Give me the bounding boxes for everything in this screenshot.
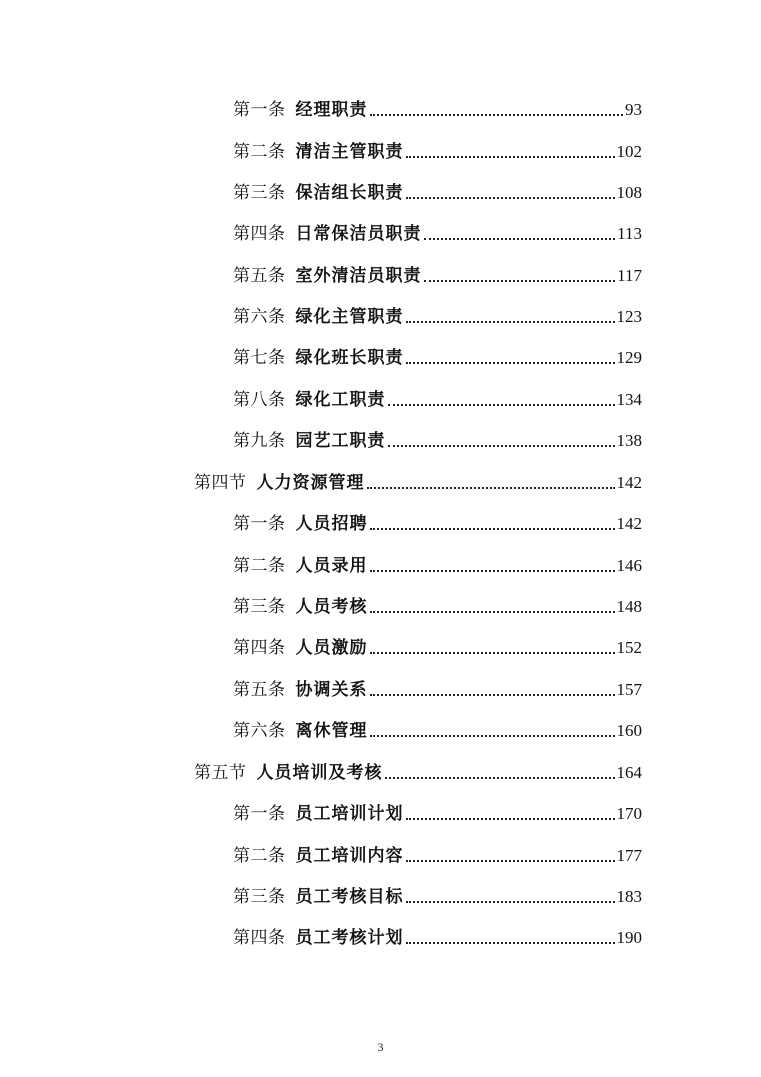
toc-section-title: 人员培训及考核 bbox=[256, 763, 383, 783]
toc-entry-page: 129 bbox=[616, 348, 642, 367]
toc-entry-number: 第二条 bbox=[233, 142, 286, 162]
dot-leader bbox=[370, 652, 615, 654]
toc-entry[interactable] bbox=[233, 343, 642, 369]
toc-section-entry[interactable] bbox=[194, 468, 642, 494]
toc-entry-page: 134 bbox=[616, 390, 642, 409]
toc-section-title: 人力资源管理 bbox=[256, 473, 365, 493]
toc-entry[interactable] bbox=[233, 716, 642, 742]
toc-entry[interactable] bbox=[233, 426, 642, 452]
toc-entry-title: 离休管理 bbox=[295, 721, 368, 741]
toc-entry-title: 员工培训内容 bbox=[295, 846, 404, 866]
toc-entry-number: 第二条 bbox=[233, 846, 286, 866]
toc-entry-number: 第三条 bbox=[233, 887, 286, 907]
dot-leader bbox=[406, 860, 615, 862]
toc-entry-number: 第六条 bbox=[233, 307, 286, 327]
toc-entry-page: 152 bbox=[616, 638, 642, 657]
toc-entry[interactable] bbox=[233, 385, 642, 411]
toc-entry-page: 146 bbox=[616, 556, 642, 575]
toc-entry-number: 第五条 bbox=[233, 266, 286, 286]
toc-entry-page: 157 bbox=[616, 680, 642, 699]
toc-section-number: 第五节 bbox=[194, 763, 247, 783]
dot-leader bbox=[406, 321, 615, 323]
toc-entry-title: 协调关系 bbox=[295, 680, 368, 700]
toc-entry[interactable] bbox=[233, 882, 642, 908]
toc-entry-number: 第四条 bbox=[233, 638, 286, 658]
toc-entry-page: 160 bbox=[616, 721, 642, 740]
toc-entry[interactable] bbox=[233, 923, 642, 949]
toc-entry[interactable] bbox=[233, 799, 642, 825]
toc-entry-title: 绿化班长职责 bbox=[295, 348, 404, 368]
toc-entry-page: 190 bbox=[616, 928, 642, 947]
toc-entry-number: 第二条 bbox=[233, 556, 286, 576]
toc-entry-page: 142 bbox=[616, 514, 642, 533]
toc-entry-page: 117 bbox=[617, 266, 642, 285]
toc-entry-page: 177 bbox=[616, 846, 642, 865]
dot-leader bbox=[406, 942, 615, 944]
toc-entry-title: 园艺工职责 bbox=[295, 431, 386, 451]
toc-section-page: 164 bbox=[616, 763, 642, 782]
toc-entry-page: 123 bbox=[616, 307, 642, 326]
toc-entry-number: 第七条 bbox=[233, 348, 286, 368]
dot-leader bbox=[388, 445, 615, 447]
dot-leader bbox=[406, 901, 615, 903]
toc-entry-page: 138 bbox=[616, 431, 642, 450]
toc-entry-number: 第三条 bbox=[233, 183, 286, 203]
dot-leader bbox=[424, 280, 616, 282]
dot-leader bbox=[370, 570, 615, 572]
toc-entry-number: 第四条 bbox=[233, 224, 286, 244]
toc-entry-title: 室外清洁员职责 bbox=[295, 266, 422, 286]
toc-entry-page: 108 bbox=[616, 183, 642, 202]
toc-entry-title: 清洁主管职责 bbox=[295, 142, 404, 162]
dot-leader bbox=[406, 156, 615, 158]
toc-entry-title: 人员考核 bbox=[295, 597, 368, 617]
toc-entry-page: 183 bbox=[616, 887, 642, 906]
dot-leader bbox=[370, 611, 615, 613]
toc-entry-page: 102 bbox=[616, 142, 642, 161]
toc-entry-title: 人员录用 bbox=[295, 556, 368, 576]
toc-entry-title: 员工考核计划 bbox=[295, 928, 404, 948]
toc-entry[interactable] bbox=[233, 261, 642, 287]
dot-leader bbox=[385, 777, 615, 779]
toc-entry[interactable] bbox=[233, 841, 642, 867]
dot-leader bbox=[424, 238, 616, 240]
dot-leader bbox=[406, 362, 615, 364]
dot-leader bbox=[370, 114, 624, 116]
toc-entry[interactable] bbox=[233, 509, 642, 535]
toc-entry[interactable] bbox=[233, 219, 642, 245]
toc-entry-page: 170 bbox=[616, 804, 642, 823]
toc-entry[interactable] bbox=[233, 633, 642, 659]
dot-leader bbox=[388, 404, 615, 406]
dot-leader bbox=[367, 487, 615, 489]
toc-entry-title: 日常保洁员职责 bbox=[295, 224, 422, 244]
toc-entry-number: 第九条 bbox=[233, 431, 286, 451]
toc-entry[interactable] bbox=[233, 137, 642, 163]
toc-entry-number: 第八条 bbox=[233, 390, 286, 410]
toc-entry-title: 人员招聘 bbox=[295, 514, 368, 534]
dot-leader bbox=[370, 735, 615, 737]
toc-entry-number: 第一条 bbox=[233, 804, 286, 824]
toc-entry-title: 保洁组长职责 bbox=[295, 183, 404, 203]
toc-section-page: 142 bbox=[616, 473, 642, 492]
toc-entry[interactable] bbox=[233, 95, 642, 121]
toc-entry-page: 113 bbox=[617, 224, 642, 243]
toc-entry-number: 第一条 bbox=[233, 100, 286, 120]
toc-entry[interactable] bbox=[233, 551, 642, 577]
toc-section-number: 第四节 bbox=[194, 473, 247, 493]
toc-entry-number: 第五条 bbox=[233, 680, 286, 700]
toc-entry-number: 第一条 bbox=[233, 514, 286, 534]
dot-leader bbox=[370, 694, 615, 696]
page-number: 3 bbox=[377, 1040, 384, 1054]
dot-leader bbox=[370, 528, 615, 530]
toc-entry-title: 绿化工职责 bbox=[295, 390, 386, 410]
toc-entry[interactable] bbox=[233, 178, 642, 204]
toc-entry-page: 93 bbox=[625, 100, 642, 119]
toc-entry-number: 第四条 bbox=[233, 928, 286, 948]
toc-entry-title: 员工考核目标 bbox=[295, 887, 404, 907]
toc-entry-title: 绿化主管职责 bbox=[295, 307, 404, 327]
dot-leader bbox=[406, 818, 615, 820]
toc-section-entry[interactable] bbox=[194, 758, 642, 784]
toc-entry[interactable] bbox=[233, 302, 642, 328]
toc-entry-page: 148 bbox=[616, 597, 642, 616]
toc-entry-number: 第三条 bbox=[233, 597, 286, 617]
toc-entry-title: 人员激励 bbox=[295, 638, 368, 658]
dot-leader bbox=[406, 197, 615, 199]
toc-entry-title: 员工培训计划 bbox=[295, 804, 404, 824]
toc-entry[interactable] bbox=[233, 675, 642, 701]
toc-entry-title: 经理职责 bbox=[295, 100, 368, 120]
toc-entry-number: 第六条 bbox=[233, 721, 286, 741]
toc-entry[interactable] bbox=[233, 592, 642, 618]
